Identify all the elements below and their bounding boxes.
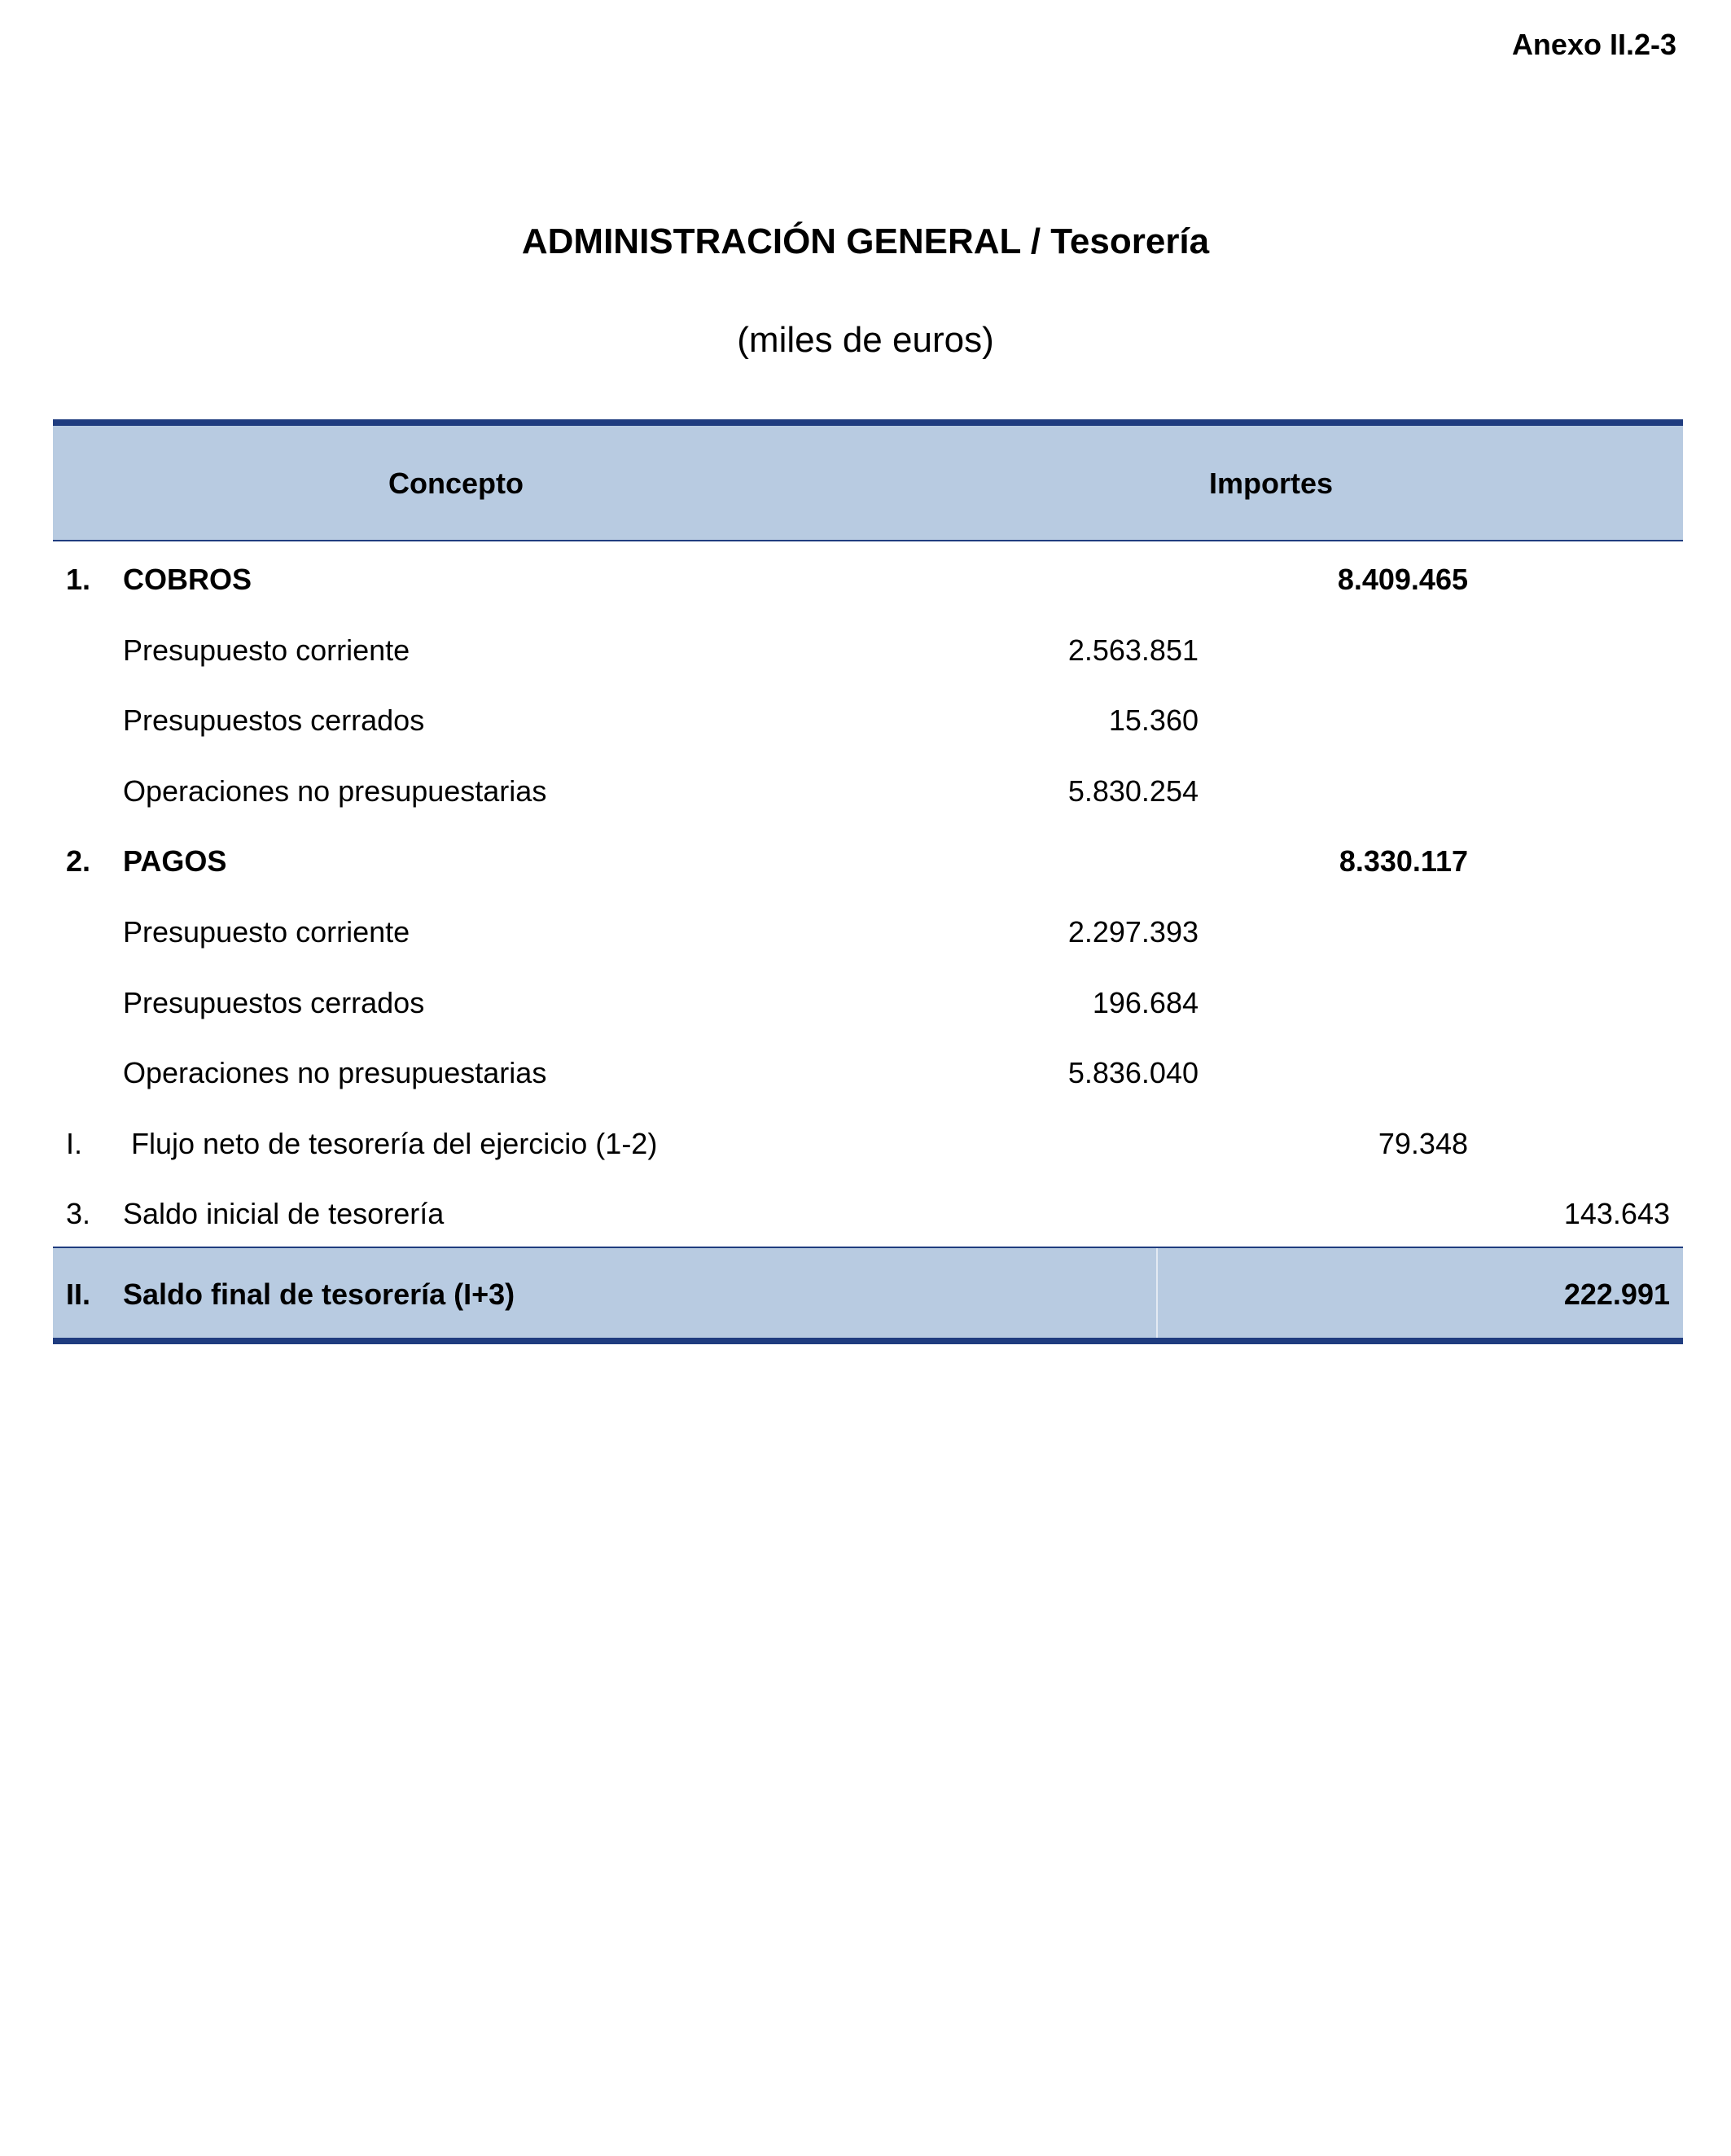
final-balance-row (53, 1247, 1683, 1338)
final-number: II. (66, 1277, 91, 1311)
row-label: PAGOS (123, 844, 227, 879)
row-number: 2. (66, 844, 91, 879)
table-row (53, 612, 1683, 683)
table-bottom-rule (53, 1338, 1683, 1344)
table-row (53, 682, 1683, 753)
row-label: Saldo inicial de tesorería (123, 1197, 445, 1231)
row-label: Presupuestos cerrados (123, 703, 425, 738)
table-top-rule (53, 419, 1683, 426)
table-row (53, 894, 1683, 965)
page-subtitle: (miles de euros) (737, 320, 994, 360)
row-number: 3. (66, 1197, 91, 1231)
row-amount-detail: 196.684 (1092, 985, 1199, 1019)
row-label: Presupuesto corriente (123, 633, 410, 667)
header-importes: Importes (1208, 467, 1334, 500)
table-row (53, 1176, 1683, 1247)
table-row (53, 965, 1683, 1036)
row-number: 1. (66, 563, 91, 596)
row-number: I. (66, 1126, 83, 1160)
row-label: Presupuesto corriente (123, 914, 410, 949)
header-concepto: Concepto (388, 467, 524, 500)
column-divider (1156, 1248, 1158, 1338)
row-amount-subtotal: 8.330.117 (1339, 844, 1468, 879)
annex-label: Anexo II.2-3 (1511, 28, 1676, 61)
row-amount-detail: 5.830.254 (1067, 773, 1199, 808)
row-amount-detail: 15.360 (1108, 703, 1199, 738)
table-row (53, 1035, 1683, 1106)
row-label: Operaciones no presupuestarias (123, 773, 547, 808)
table-header (53, 426, 1683, 541)
row-label: Presupuestos cerrados (123, 985, 425, 1019)
row-amount-subtotal: 79.348 (1378, 1126, 1468, 1160)
page-title: ADMINISTRACIÓN GENERAL / Tesorería (521, 221, 1210, 261)
table-row (53, 823, 1683, 894)
treasury-table (53, 419, 1683, 1344)
final-amount: 222.991 (1563, 1277, 1670, 1311)
row-amount-detail: 2.563.851 (1067, 633, 1199, 667)
row-label: Operaciones no presupuestarias (123, 1056, 547, 1090)
table-row (53, 541, 1683, 612)
table-row (53, 1106, 1683, 1177)
row-amount-total: 143.643 (1563, 1197, 1670, 1231)
row-amount-subtotal: 8.409.465 (1337, 563, 1468, 596)
table-row (53, 753, 1683, 824)
row-amount-detail: 2.297.393 (1067, 914, 1199, 949)
row-label: COBROS (123, 563, 252, 596)
row-label: Flujo neto de tesorería del ejercicio (1-2) (131, 1126, 658, 1160)
final-label: Saldo final de tesorería (I+3) (123, 1277, 515, 1311)
row-amount-detail: 5.836.040 (1067, 1056, 1199, 1090)
